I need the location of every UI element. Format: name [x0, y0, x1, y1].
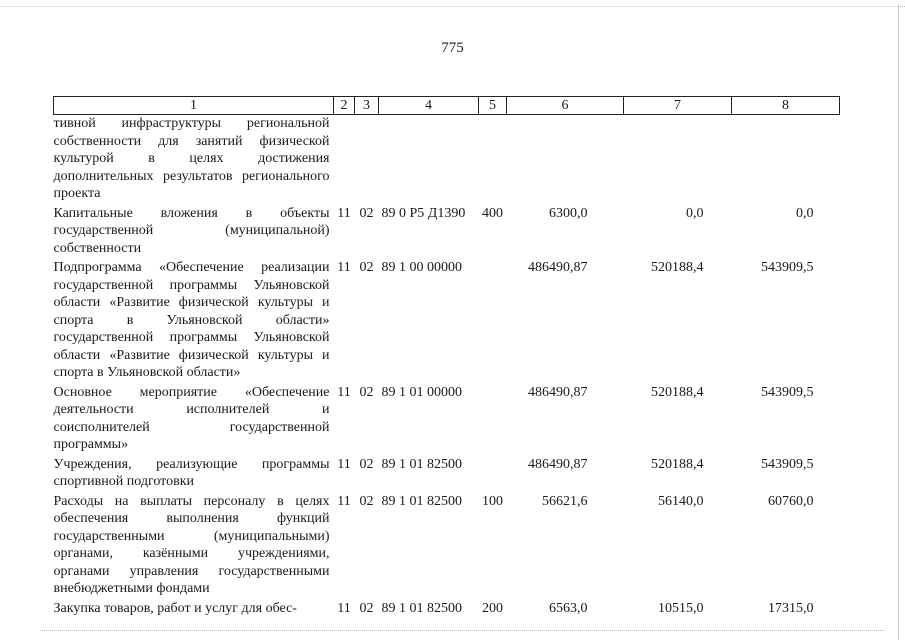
cell-section: 11 — [337, 205, 351, 221]
row-name: Основное мероприятие «Обеспечение деятельности исполнителей и соисполнителей государственной программы» — [53, 384, 330, 452]
cell-target-code: 89 1 00 00000 — [381, 260, 462, 275]
column-header-7: 7 — [624, 97, 732, 115]
cell-amount-6 — [507, 115, 624, 205]
scan-edge-bottom — [40, 630, 885, 634]
row-name: Капитальные вложения в объекты государственной (муниципальной) собственности — [53, 205, 330, 256]
column-header-2: 2 — [334, 97, 355, 115]
row-name: Закупка товаров, работ и услуг для обес- — [53, 600, 297, 616]
cell-subsection: 02 — [359, 384, 374, 400]
column-header-1: 1 — [54, 97, 334, 115]
table-row — [54, 115, 840, 205]
table-row — [54, 384, 840, 456]
cell-expense-type — [479, 115, 507, 205]
cell-amount-8 — [732, 115, 840, 205]
column-header-4: 4 — [379, 97, 479, 115]
table-header-row — [54, 97, 840, 115]
table-row — [54, 205, 840, 260]
cell-amount-7: 10515,0 — [658, 600, 704, 616]
row-name: Расходы на выплаты персоналу в целях обеспечения выполнения функций государственными (муниципальными) органами, казёнными учреждениями, органами управления государственными внебюджетными фондами — [53, 493, 330, 596]
cell-expense-type: 200 — [482, 600, 503, 616]
cell-expense-type: 400 — [482, 205, 503, 221]
cell-expense-type: 100 — [482, 493, 503, 509]
cell-subsection: 02 — [359, 205, 374, 221]
cell-target-code: 89 1 01 82500 — [381, 493, 462, 509]
cell-target-code: 89 0 P5 Д1390 — [381, 205, 466, 221]
cell-subsection: 02 — [359, 260, 374, 275]
table-row — [54, 456, 840, 493]
row-name: Подпрограмма «Обеспечение реализации государственной программы Ульяновской области «Развитие физической культуры и спорта в Ульяновской области» государственной программы Ульяновской области «Развитие физической культуры и спорта в Ульяновской области» — [53, 260, 330, 380]
table-row — [54, 259, 840, 384]
cell-target-code: 89 1 01 82500 — [381, 600, 462, 616]
cell-amount-6: 486490,87 — [528, 384, 588, 400]
table-row — [54, 493, 840, 600]
cell-amount-6: 486490,87 — [528, 456, 588, 472]
cell-amount-6: 6563,0 — [549, 600, 588, 616]
column-header-6: 6 — [507, 97, 624, 115]
row-name: тивной инфраструктуры региональной собственности для занятий физической культурой в целях достижения дополнительных результатов регионального проекта — [53, 116, 330, 201]
budget-table — [53, 96, 840, 619]
cell-amount-7: 0,0 — [686, 205, 704, 221]
column-header-8: 8 — [732, 97, 840, 115]
cell-target-code: 89 1 01 00000 — [381, 384, 462, 400]
cell-section: 11 — [337, 456, 351, 472]
page-number: 775 — [441, 40, 464, 56]
cell-section: 11 — [337, 600, 351, 616]
cell-expense-type — [479, 384, 507, 456]
cell-amount-8: 60760,0 — [768, 493, 814, 509]
scan-edge-top — [0, 0, 905, 7]
row-name: Учреждения, реализующие программы спортивной подготовки — [53, 456, 330, 489]
column-header-3: 3 — [355, 97, 379, 115]
cell-subsection — [355, 115, 379, 205]
cell-amount-7: 520188,4 — [651, 260, 704, 275]
cell-subsection: 02 — [359, 493, 374, 509]
cell-subsection: 02 — [359, 456, 374, 472]
cell-expense-type — [479, 456, 507, 493]
cell-section: 11 — [337, 493, 351, 509]
cell-amount-8: 543909,5 — [761, 384, 814, 400]
cell-amount-6: 6300,0 — [549, 205, 588, 221]
scan-edge-right — [898, 4, 899, 640]
column-header-5: 5 — [479, 97, 507, 115]
table-row — [54, 600, 840, 620]
cell-amount-8: 17315,0 — [768, 600, 814, 616]
cell-amount-7: 520188,4 — [651, 384, 704, 400]
cell-section — [334, 115, 355, 205]
cell-section: 11 — [337, 260, 351, 275]
cell-amount-8: 543909,5 — [761, 456, 814, 472]
cell-amount-7 — [624, 115, 732, 205]
cell-target-code — [379, 115, 479, 205]
cell-amount-8: 0,0 — [796, 205, 814, 221]
cell-amount-6: 56621,6 — [542, 493, 588, 509]
cell-target-code: 89 1 01 82500 — [381, 456, 462, 472]
cell-section: 11 — [337, 384, 351, 400]
cell-subsection: 02 — [359, 600, 374, 616]
cell-amount-8: 543909,5 — [761, 260, 814, 275]
cell-amount-7: 520188,4 — [651, 456, 704, 472]
cell-amount-7: 56140,0 — [658, 493, 704, 509]
cell-amount-6: 486490,87 — [528, 260, 588, 275]
cell-expense-type — [479, 259, 507, 384]
